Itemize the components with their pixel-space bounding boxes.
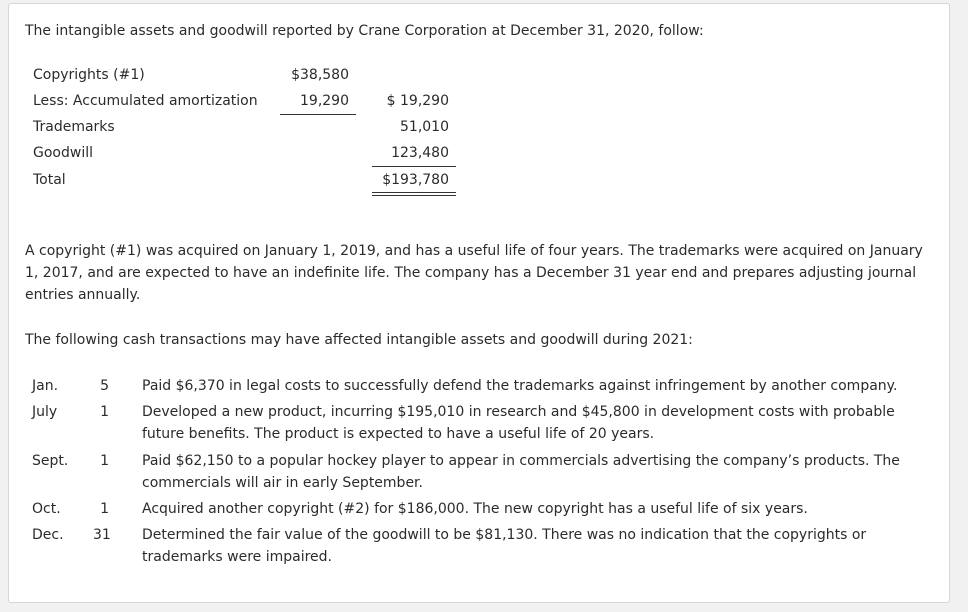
tx-description: Acquired another copyright (#2) for $186,000. The new copyright has a useful life of six years. [142, 501, 808, 517]
tx-month: July [32, 404, 58, 420]
tx-description: Determined the fair value of the goodwill to be $81,130. There was no indication that the copyrights or trademarks were impaired. [142, 527, 867, 565]
tx-month: Dec. [32, 527, 64, 543]
underline-col1 [280, 114, 356, 115]
row-label-accumulated-amortization: Less: Accumulated amortization [33, 93, 258, 109]
double-underline-bottom [372, 195, 456, 196]
tx-day: 1 [100, 501, 109, 517]
row-label-trademarks: Trademarks [33, 119, 115, 135]
row-amount-total: $193,780 [382, 172, 449, 188]
underline-col2 [372, 166, 456, 167]
problem-card [8, 3, 950, 603]
tx-day: 31 [93, 527, 111, 543]
row-amount-accumulated-amortization: 19,290 [300, 93, 349, 109]
tx-description: Developed a new product, incurring $195,010 in research and $45,800 in development costs with probable future benefits. The product is expected to have a useful life of 20 years. [142, 404, 895, 442]
copyright-trademark-paragraph: A copyright (#1) was acquired on January 1, 2019, and has a useful life of four years. The trademarks were acquired on January 1, 2017, and are expected to have an indefinite life. The company has a December 31 year end and prepares adjusting journal entries annually. [25, 243, 923, 303]
row-amount-goodwill: 123,480 [391, 145, 449, 161]
tx-month: Sept. [32, 453, 69, 469]
row-net-copyrights: $ 19,290 [386, 93, 449, 109]
row-amount-copyrights: $38,580 [291, 67, 349, 83]
transactions-intro: The following cash transactions may have affected intangible assets and goodwill during 2021: [25, 332, 693, 348]
tx-day: 5 [100, 378, 109, 394]
tx-day: 1 [100, 404, 109, 420]
double-underline-top [372, 192, 456, 193]
row-label-total: Total [33, 172, 66, 188]
row-label-copyrights: Copyrights (#1) [33, 67, 145, 83]
tx-month: Oct. [32, 501, 61, 517]
tx-description: Paid $6,370 in legal costs to successfully defend the trademarks against infringement by another company. [142, 378, 898, 394]
tx-day: 1 [100, 453, 109, 469]
row-amount-trademarks: 51,010 [400, 119, 449, 135]
row-label-goodwill: Goodwill [33, 145, 93, 161]
tx-month: Jan. [32, 378, 59, 394]
tx-description: Paid $62,150 to a popular hockey player to appear in commercials advertising the company’s products. The commercials will air in early September. [142, 453, 900, 491]
intro-text: The intangible assets and goodwill reported by Crane Corporation at December 31, 2020, follow: [25, 23, 704, 39]
